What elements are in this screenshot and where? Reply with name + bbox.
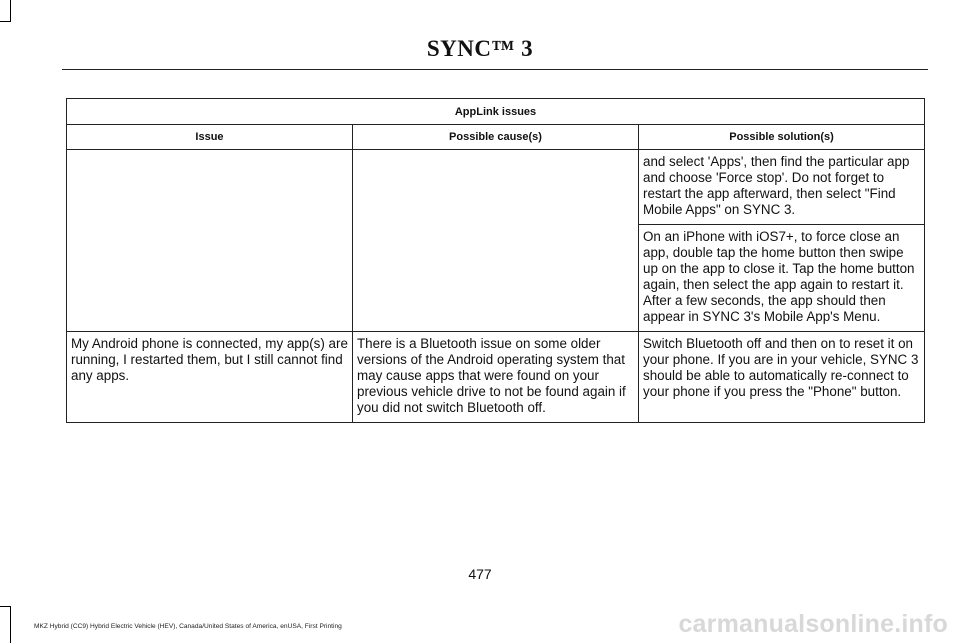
column-header-solution: Possible solution(s) — [639, 125, 925, 150]
crop-mark-bottom-left-v — [10, 606, 11, 643]
solution-cell: Switch Bluetooth off and then on to reset it on your phone. If you are in your vehicle, SYNC 3 should be able to automatically re-connect to your phone if you press the "Phone" button. — [639, 332, 925, 423]
publication-footer: MKZ Hybrid (CC9) Hybrid Electric Vehicle (HEV), Canada/United States of America, enUSA, First Printing — [34, 623, 342, 630]
issue-cell — [67, 150, 353, 332]
crop-mark-top-left-h — [0, 21, 11, 22]
cause-cell: There is a Bluetooth issue on some older versions of the Android operating system that may cause apps that were found on your previous vehicle drive to not be found again if you did not switch Bluetooth off. — [353, 332, 639, 423]
column-header-cause: Possible cause(s) — [353, 125, 639, 150]
cause-cell — [353, 150, 639, 332]
page-header-title: SYNC™ 3 — [426, 36, 534, 61]
applink-issues-table — [66, 98, 925, 423]
table-caption: AppLink issues — [67, 99, 925, 125]
issue-cell: My Android phone is connected, my app(s) are running, I restarted them, but I still cannot find any apps. — [67, 332, 353, 423]
solution-cell: On an iPhone with iOS7+, to force close an app, double tap the home button then swipe up on the app to close it. Tap the home button again, then select the app again to restart it. After a few seconds, the app should then appear in SYNC 3's Mobile App's Menu. — [639, 225, 925, 332]
table-row — [67, 150, 925, 225]
table-row — [67, 332, 925, 423]
header-rule — [62, 69, 928, 70]
solution-cell: and select 'Apps', then find the particular app and choose 'Force stop'. Do not forget to restart the app afterward, then select "Find Mobile Apps" on SYNC 3. — [639, 150, 925, 225]
page-number: 477 — [468, 566, 492, 582]
column-header-issue: Issue — [67, 125, 353, 150]
crop-mark-top-left-v — [10, 0, 11, 22]
watermark-text: carmanualsonline.info — [678, 610, 948, 638]
crop-mark-bottom-left-h — [0, 606, 11, 607]
